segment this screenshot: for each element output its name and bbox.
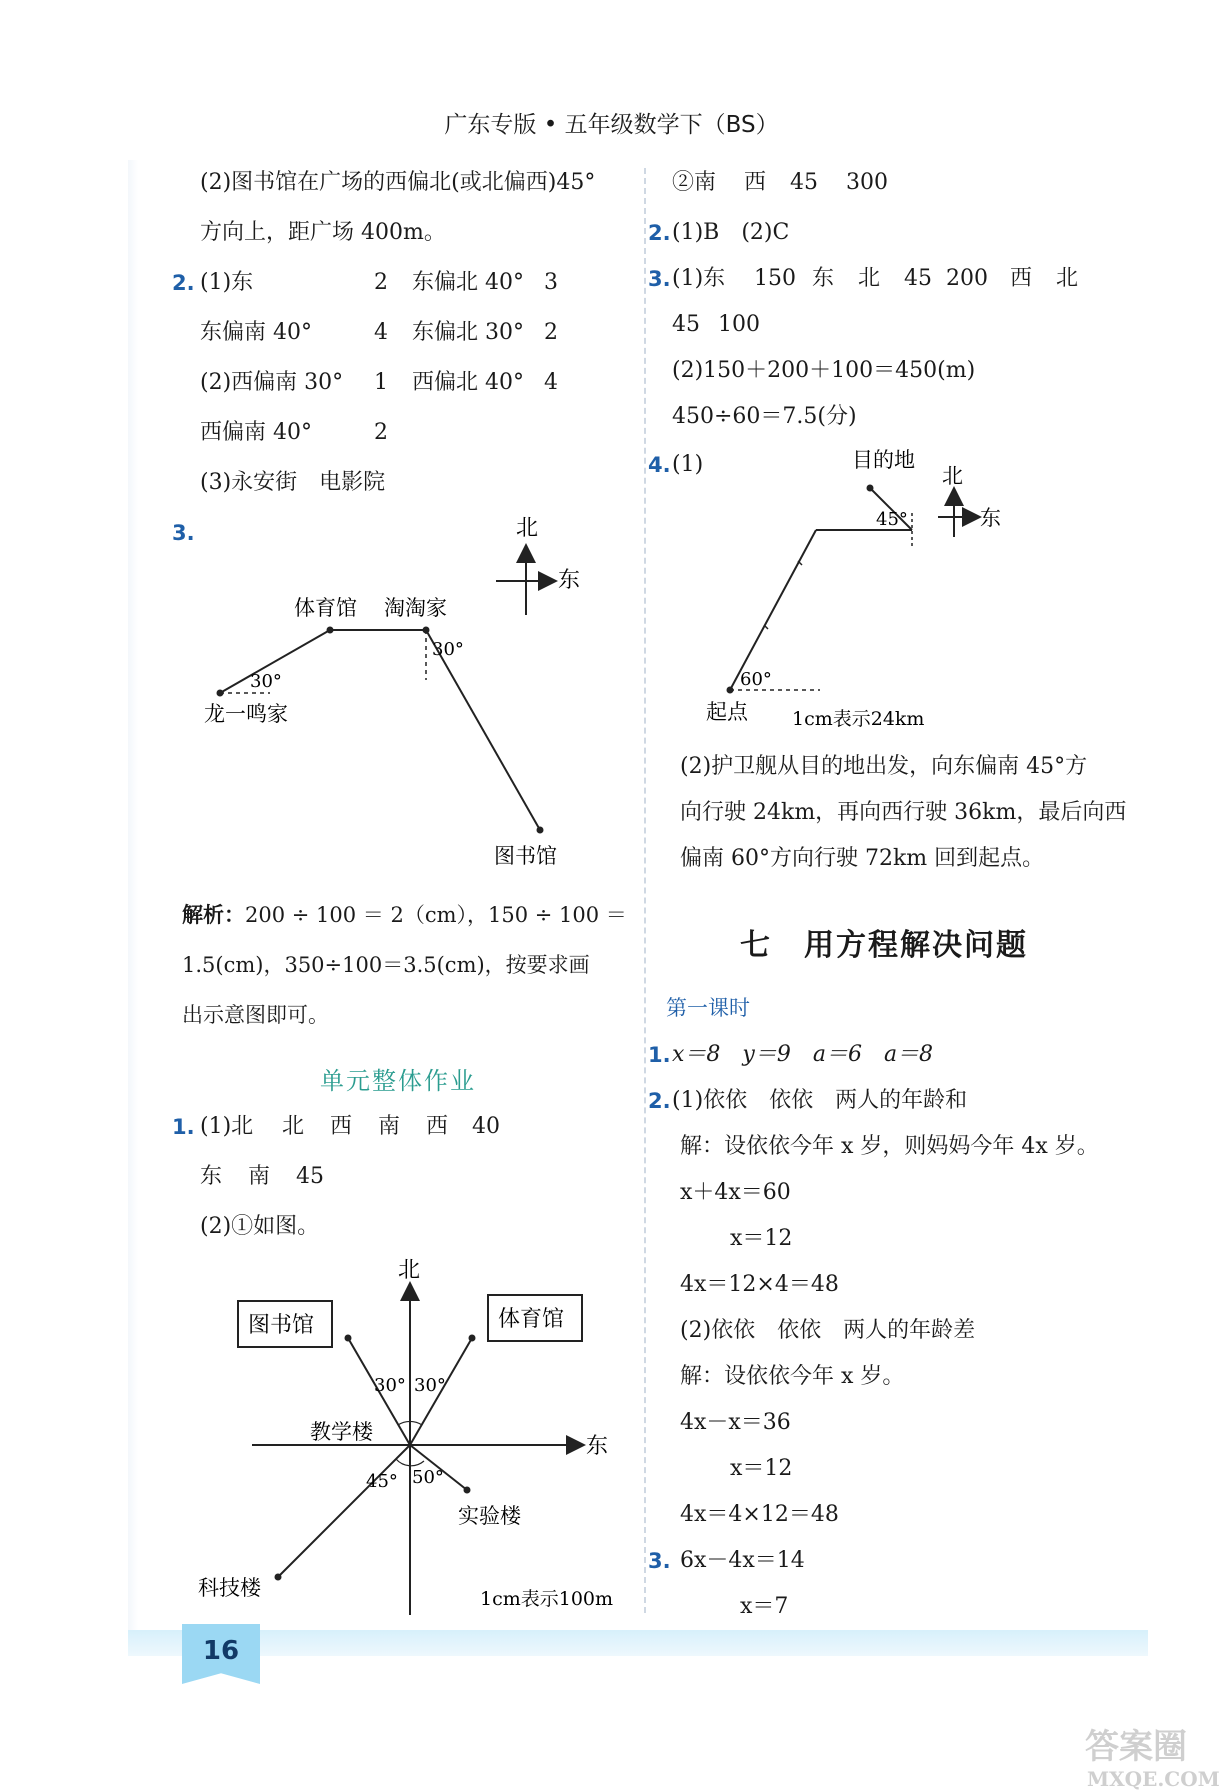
point-library bbox=[537, 827, 544, 834]
r3-a-2: 150 bbox=[754, 266, 796, 291]
r3-c: (2)150＋200＋100＝450(m) bbox=[672, 358, 976, 383]
r1-4: 300 bbox=[846, 170, 888, 195]
point-start bbox=[727, 687, 734, 694]
north-label: 北 bbox=[398, 1258, 421, 1283]
east-label: 东 bbox=[980, 506, 1001, 530]
analysis-label: 解析： bbox=[182, 902, 245, 927]
q2-row-1-c4: 3 bbox=[544, 270, 558, 295]
r4-ship-route-diagram bbox=[700, 435, 1130, 740]
s3-a: 6x－4x＝14 bbox=[680, 1548, 805, 1573]
label-teach: 教学楼 bbox=[310, 1420, 373, 1444]
u1-b-1: 东 bbox=[200, 1164, 223, 1189]
label-taotao: 淘淘家 bbox=[384, 596, 447, 620]
watermark-logo bbox=[1073, 1718, 1223, 1792]
watermark-text-1: 答案圈 bbox=[1085, 1727, 1187, 1767]
label-longyiming: 龙一鸣家 bbox=[204, 702, 288, 726]
s2-j: 4x＝4×12＝48 bbox=[680, 1502, 839, 1527]
unit-title: 单元整体作业 bbox=[320, 1067, 476, 1095]
angle-label-2: 30° bbox=[432, 639, 464, 660]
r3-a-1: (1)东 bbox=[672, 266, 726, 291]
r3-b-2: 100 bbox=[718, 312, 760, 337]
r3-a-6: 200 bbox=[946, 266, 988, 291]
q3-route-diagram bbox=[190, 515, 620, 870]
q2-row-4-c1: 西偏南 40° bbox=[200, 420, 312, 445]
r4-number: 4. bbox=[648, 453, 671, 477]
s1-number: 1. bbox=[648, 1043, 671, 1067]
scale-label: 1cm表示100m bbox=[480, 1588, 614, 1610]
r1-2: 西 bbox=[744, 170, 767, 195]
r3-d: 450÷60＝7.5(分) bbox=[672, 404, 857, 429]
s2-f: (2)依依 依依 两人的年龄差 bbox=[680, 1318, 976, 1343]
u1-a-5: 西 bbox=[426, 1114, 449, 1139]
section-title: 七 用方程解决问题 bbox=[740, 928, 1028, 963]
analysis-text-1: 200 ÷ 100 ＝ 2（cm），150 ÷ 100 ＝ bbox=[245, 903, 627, 927]
u1-number: 1. bbox=[172, 1115, 195, 1139]
q2-row-2-c2: 4 bbox=[374, 320, 388, 345]
r4-a: (1) bbox=[672, 452, 704, 477]
east-label: 东 bbox=[586, 1434, 609, 1459]
s2-e: 4x＝12×4＝48 bbox=[680, 1272, 839, 1297]
point-library bbox=[345, 1335, 352, 1342]
u1-a-4: 南 bbox=[378, 1114, 401, 1139]
point-longyiming bbox=[217, 690, 224, 697]
q2-row-2-c4: 2 bbox=[544, 320, 558, 345]
s2-d: x＝12 bbox=[730, 1226, 793, 1251]
angle-a1: 45° bbox=[876, 509, 908, 530]
r4-b-1: (2)护卫舰从目的地出发，向东偏南 45°方 bbox=[680, 754, 1088, 779]
r3-b-1: 45 bbox=[672, 312, 700, 337]
r2-text: (1)B (2)C bbox=[672, 220, 790, 245]
s1-text: x＝8 y＝9 a＝6 a＝8 bbox=[672, 1042, 934, 1067]
label-start: 起点 bbox=[706, 700, 748, 724]
route-seg-3 bbox=[426, 630, 540, 830]
q2-row-3-c4: 4 bbox=[544, 370, 558, 395]
s3-number: 3. bbox=[648, 1549, 671, 1573]
r4-b-2: 向行驶 24km，再向西行驶 36km，最后向西 bbox=[680, 800, 1127, 825]
q2-row-3-c1: (2)西偏南 30° bbox=[200, 370, 344, 395]
north-label: 北 bbox=[516, 516, 539, 541]
analysis-line-3: 出示意图即可。 bbox=[182, 1003, 329, 1027]
r3-a-7: 西 bbox=[1010, 266, 1033, 291]
q2-row-3-c3: 西偏北 40° bbox=[412, 370, 524, 395]
r3-a-5: 45 bbox=[904, 266, 932, 291]
label-library: 图书馆 bbox=[494, 844, 557, 868]
ray-tech bbox=[278, 1445, 410, 1577]
north-label: 北 bbox=[942, 464, 963, 488]
label-dest: 目的地 bbox=[852, 448, 915, 472]
q2-row-1-c2: 2 bbox=[374, 270, 388, 295]
route-seg-1 bbox=[730, 530, 816, 690]
q2-number: 2. bbox=[172, 271, 195, 295]
label-library: 图书馆 bbox=[248, 1313, 315, 1338]
page-header: 广东专版 • 五年级数学下（BS） bbox=[444, 112, 779, 138]
u1-b-3: 45 bbox=[296, 1164, 324, 1189]
q2-row-1-c3: 东偏北 40° bbox=[412, 270, 524, 295]
r4-b-3: 偏南 60°方向行驶 72km 回到起点。 bbox=[680, 846, 1045, 871]
angle-a3: 45° bbox=[366, 1471, 398, 1492]
r2-number: 2. bbox=[648, 221, 671, 245]
q2-row-2-c1: 东偏南 40° bbox=[200, 320, 312, 345]
q2-part-3: (3)永安街 电影院 bbox=[200, 470, 386, 495]
point-dest bbox=[867, 485, 874, 492]
u1-a-3: 西 bbox=[330, 1114, 353, 1139]
unit-compass-diagram bbox=[190, 1255, 640, 1625]
q2-row-1-c1: (1)东 bbox=[200, 270, 254, 295]
left-line-1: (2)图书馆在广场的西偏北(或北偏西)45° bbox=[200, 170, 596, 195]
label-tech: 科技楼 bbox=[198, 1576, 261, 1600]
angle-a2: 60° bbox=[740, 669, 772, 690]
angle-label-1: 30° bbox=[250, 671, 282, 692]
analysis-line-2: 1.5(cm)，350÷100＝3.5(cm)，按要求画 bbox=[182, 953, 590, 977]
angle-a2: 30° bbox=[414, 1375, 446, 1396]
q2-row-4-c2: 2 bbox=[374, 420, 388, 445]
q3-number: 3. bbox=[172, 521, 195, 545]
r1-1: ②南 bbox=[672, 170, 717, 195]
q2-row-3-c2: 1 bbox=[374, 370, 388, 395]
label-lab: 实验楼 bbox=[458, 1504, 521, 1528]
page-number: 16 bbox=[202, 1636, 240, 1666]
point-tiyuguan bbox=[469, 1335, 476, 1342]
point-taotao bbox=[423, 627, 430, 634]
analysis-line-1 bbox=[182, 900, 627, 930]
point-tech bbox=[275, 1574, 282, 1581]
u1-a-2: 北 bbox=[282, 1114, 305, 1139]
q2-row-2-c3: 东偏北 30° bbox=[412, 320, 524, 345]
s2-h: 4x－x＝36 bbox=[680, 1410, 791, 1435]
s2-b: 解：设依依今年 x 岁，则妈妈今年 4x 岁。 bbox=[680, 1134, 1099, 1159]
lesson-title: 第一课时 bbox=[666, 996, 750, 1020]
r1-3: 45 bbox=[790, 170, 818, 195]
label-tiyuguan: 体育馆 bbox=[294, 596, 357, 620]
r3-number: 3. bbox=[648, 267, 671, 291]
u1-b-2: 南 bbox=[248, 1164, 271, 1189]
left-margin-band bbox=[128, 160, 138, 1630]
r3-a-8: 北 bbox=[1056, 266, 1079, 291]
label-tiyuguan: 体育馆 bbox=[498, 1307, 565, 1332]
east-label: 东 bbox=[558, 568, 581, 593]
r3-a-3: 东 bbox=[812, 266, 835, 291]
s2-i: x＝12 bbox=[730, 1456, 793, 1481]
column-divider bbox=[644, 168, 646, 1613]
s3-b: x＝7 bbox=[740, 1594, 789, 1619]
angle-a4: 50° bbox=[412, 1467, 444, 1488]
s2-g: 解：设依依今年 x 岁。 bbox=[680, 1364, 905, 1389]
scale-label: 1cm表示24km bbox=[792, 708, 925, 730]
u1-c: (2)①如图。 bbox=[200, 1214, 320, 1239]
point-lab bbox=[464, 1487, 471, 1494]
point-tiyuguan bbox=[327, 627, 334, 634]
s2-number: 2. bbox=[648, 1089, 671, 1113]
angle-a1: 30° bbox=[374, 1375, 406, 1396]
bottom-band bbox=[128, 1630, 1148, 1656]
watermark-text-2: MXQE.COM bbox=[1087, 1767, 1220, 1791]
s2-c: x＋4x＝60 bbox=[680, 1180, 791, 1205]
left-line-2: 方向上，距广场 400m。 bbox=[200, 220, 446, 245]
u1-a-6: 40 bbox=[472, 1114, 500, 1139]
r3-a-4: 北 bbox=[858, 266, 881, 291]
s2-a: (1)依依 依依 两人的年龄和 bbox=[672, 1088, 968, 1113]
u1-a-1: (1)北 bbox=[200, 1114, 254, 1139]
